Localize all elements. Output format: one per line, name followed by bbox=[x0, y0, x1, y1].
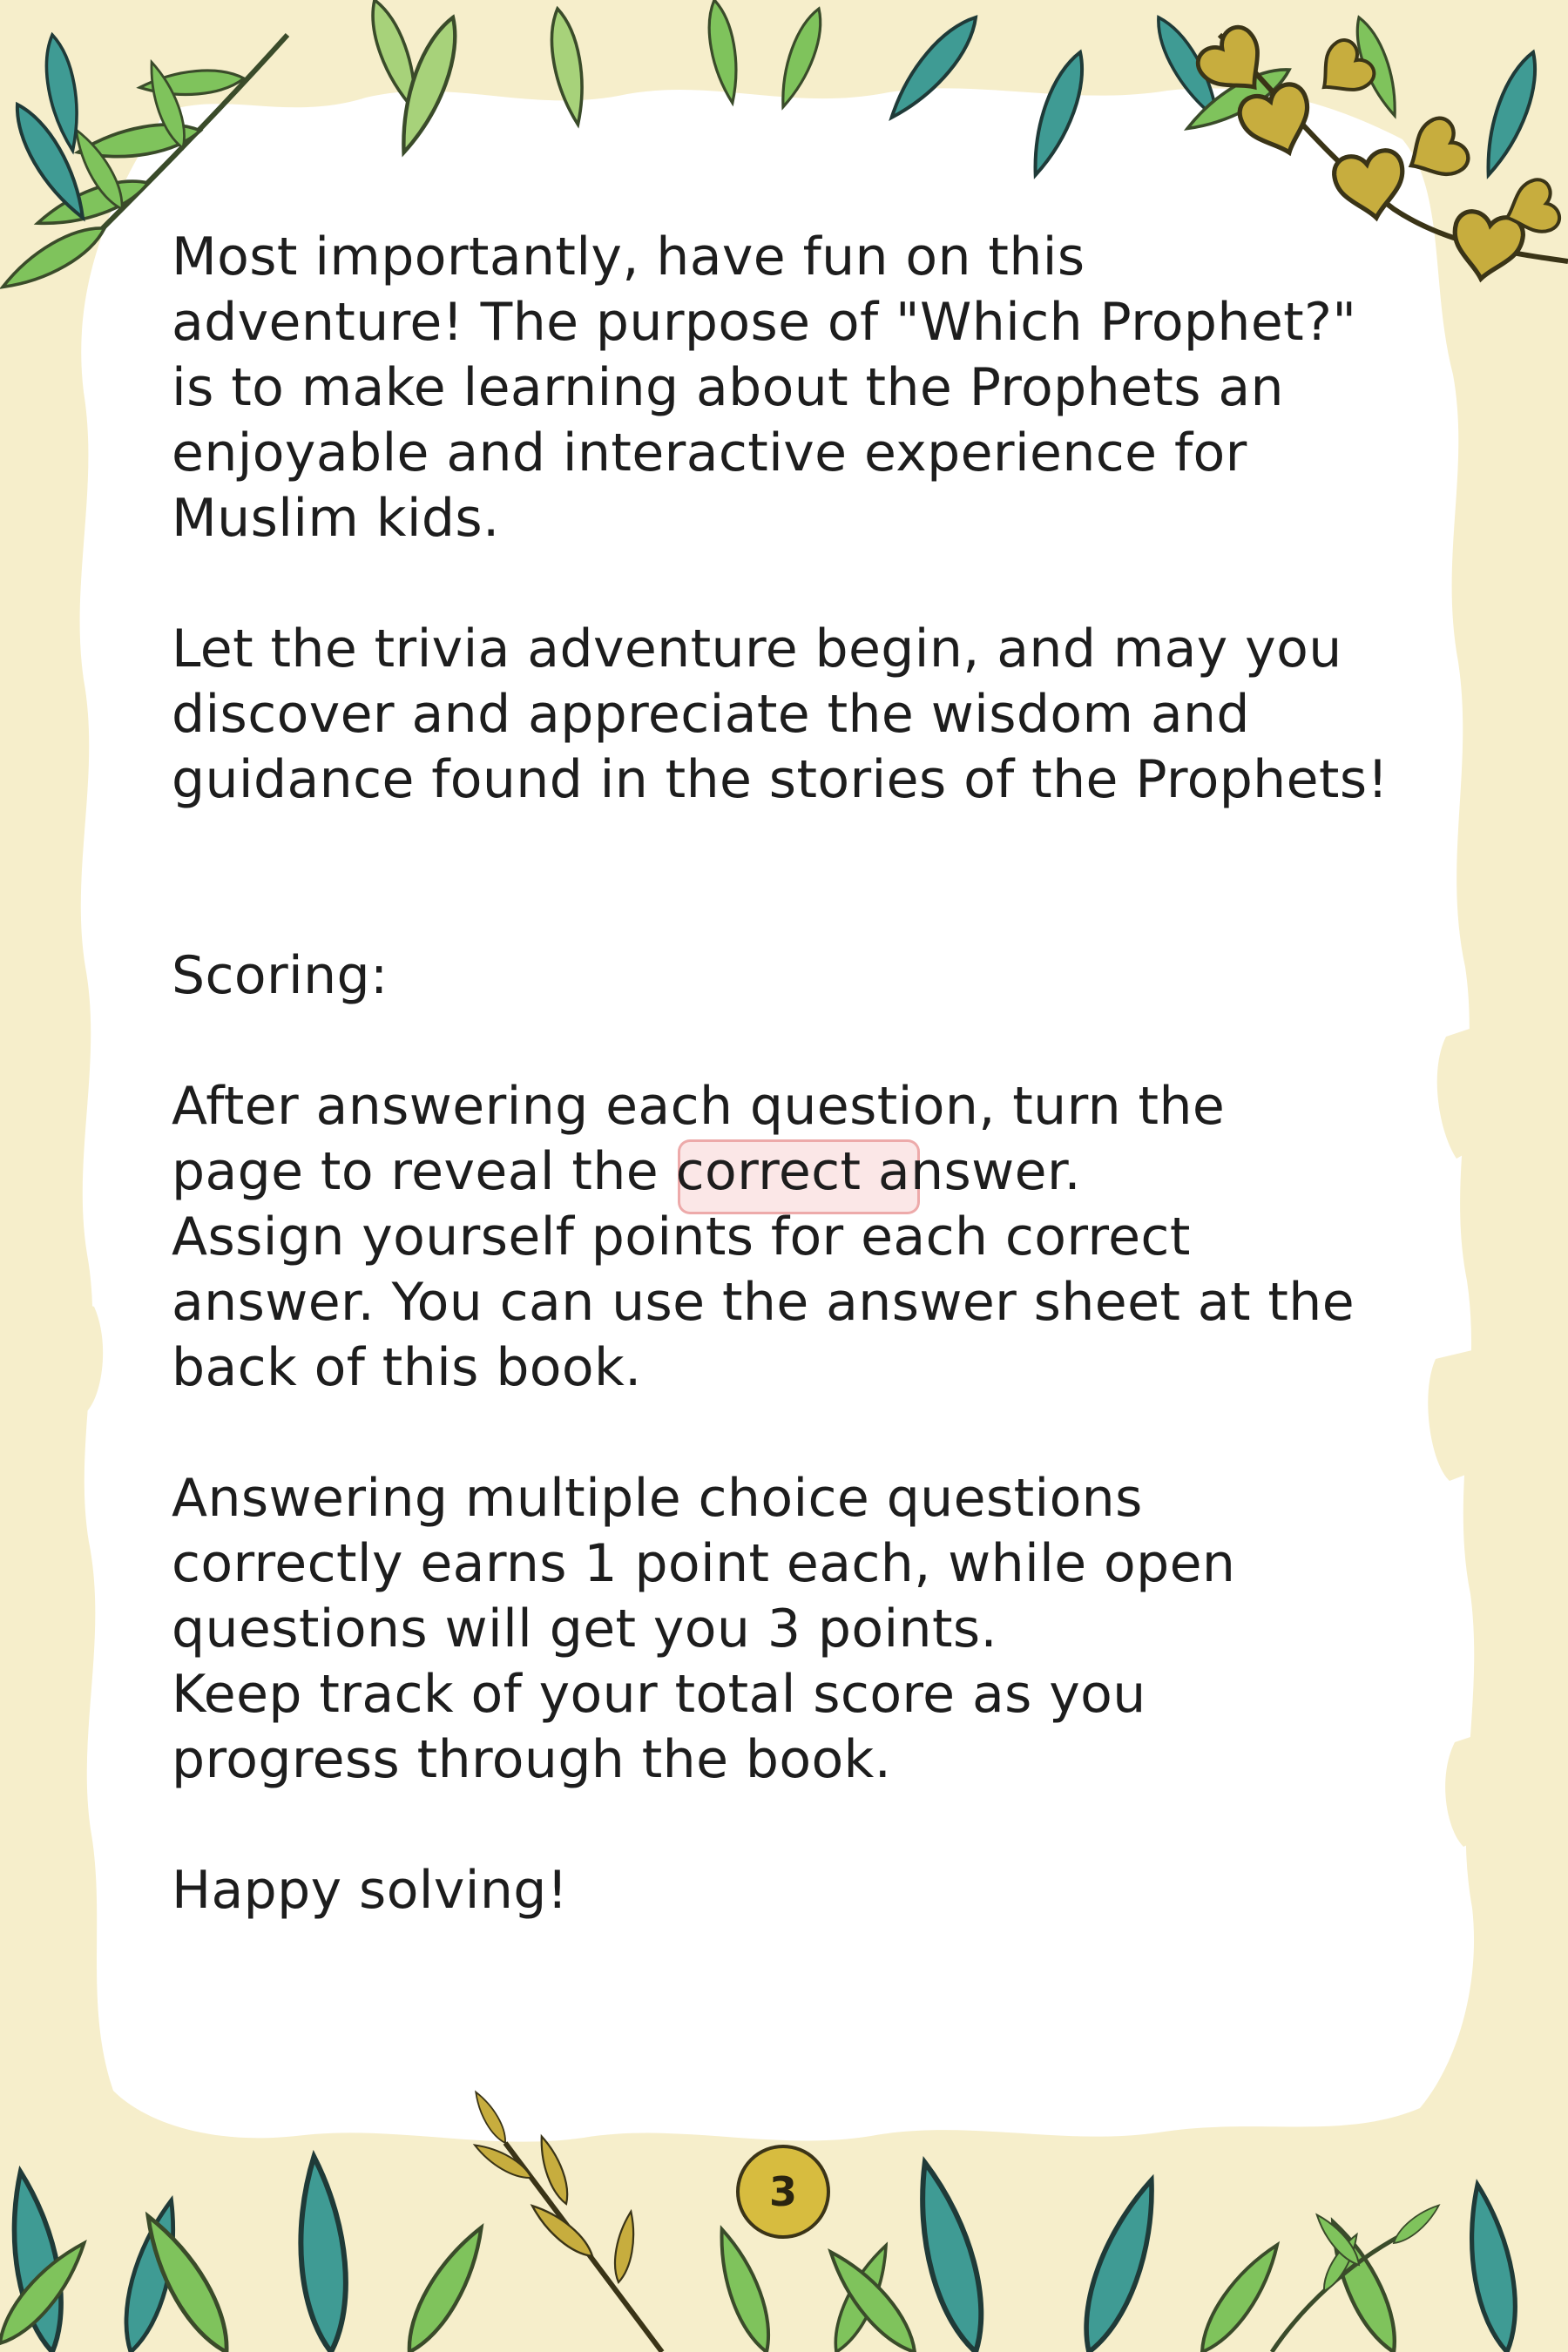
text-line: After answering each question, turn the bbox=[172, 1076, 1226, 1137]
begin-paragraph bbox=[172, 617, 1443, 813]
bottom-right-branch bbox=[820, 2157, 1525, 2352]
text-line: Let the trivia adventure begin, and may you bbox=[172, 618, 1342, 679]
page-number-badge bbox=[736, 2145, 830, 2239]
text-line: progress through the book. bbox=[172, 1729, 892, 1790]
page-number: 3 bbox=[768, 2168, 797, 2215]
points-paragraph bbox=[172, 1466, 1443, 1793]
text-line: Assign yourself points for each correct bbox=[172, 1206, 1191, 1267]
text-line: page to reveal the correct answer. bbox=[172, 1141, 1082, 1202]
bottom-left-branch bbox=[0, 2155, 495, 2352]
text-line: enjoyable and interactive experience for bbox=[172, 422, 1247, 483]
text-line: guidance found in the stories of the Prophets! bbox=[172, 749, 1389, 810]
text-line: discover and appreciate the wisdom and bbox=[172, 684, 1250, 745]
closing-line: Happy solving! bbox=[172, 1860, 569, 1921]
text-line: correctly earns 1 point each, while open bbox=[172, 1533, 1236, 1594]
text-line: Most importantly, have fun on this bbox=[172, 226, 1085, 287]
text-line: adventure! The purpose of "Which Prophet?" bbox=[172, 292, 1357, 353]
text-line: Muslim kids. bbox=[172, 488, 500, 549]
scoring-heading: Scoring: bbox=[172, 945, 389, 1006]
intro-paragraph bbox=[172, 225, 1443, 551]
text-line: is to make learning about the Prophets an bbox=[172, 357, 1284, 418]
after-paragraph bbox=[172, 1074, 1443, 1401]
body-text bbox=[172, 225, 1443, 1923]
text-line: Answering multiple choice questions bbox=[172, 1468, 1143, 1529]
text-line: questions will get you 3 points. bbox=[172, 1598, 998, 1659]
text-line: Keep track of your total score as you bbox=[172, 1664, 1146, 1725]
text-line: answer. You can use the answer sheet at the bbox=[172, 1272, 1355, 1333]
text-line: back of this book. bbox=[172, 1337, 642, 1398]
